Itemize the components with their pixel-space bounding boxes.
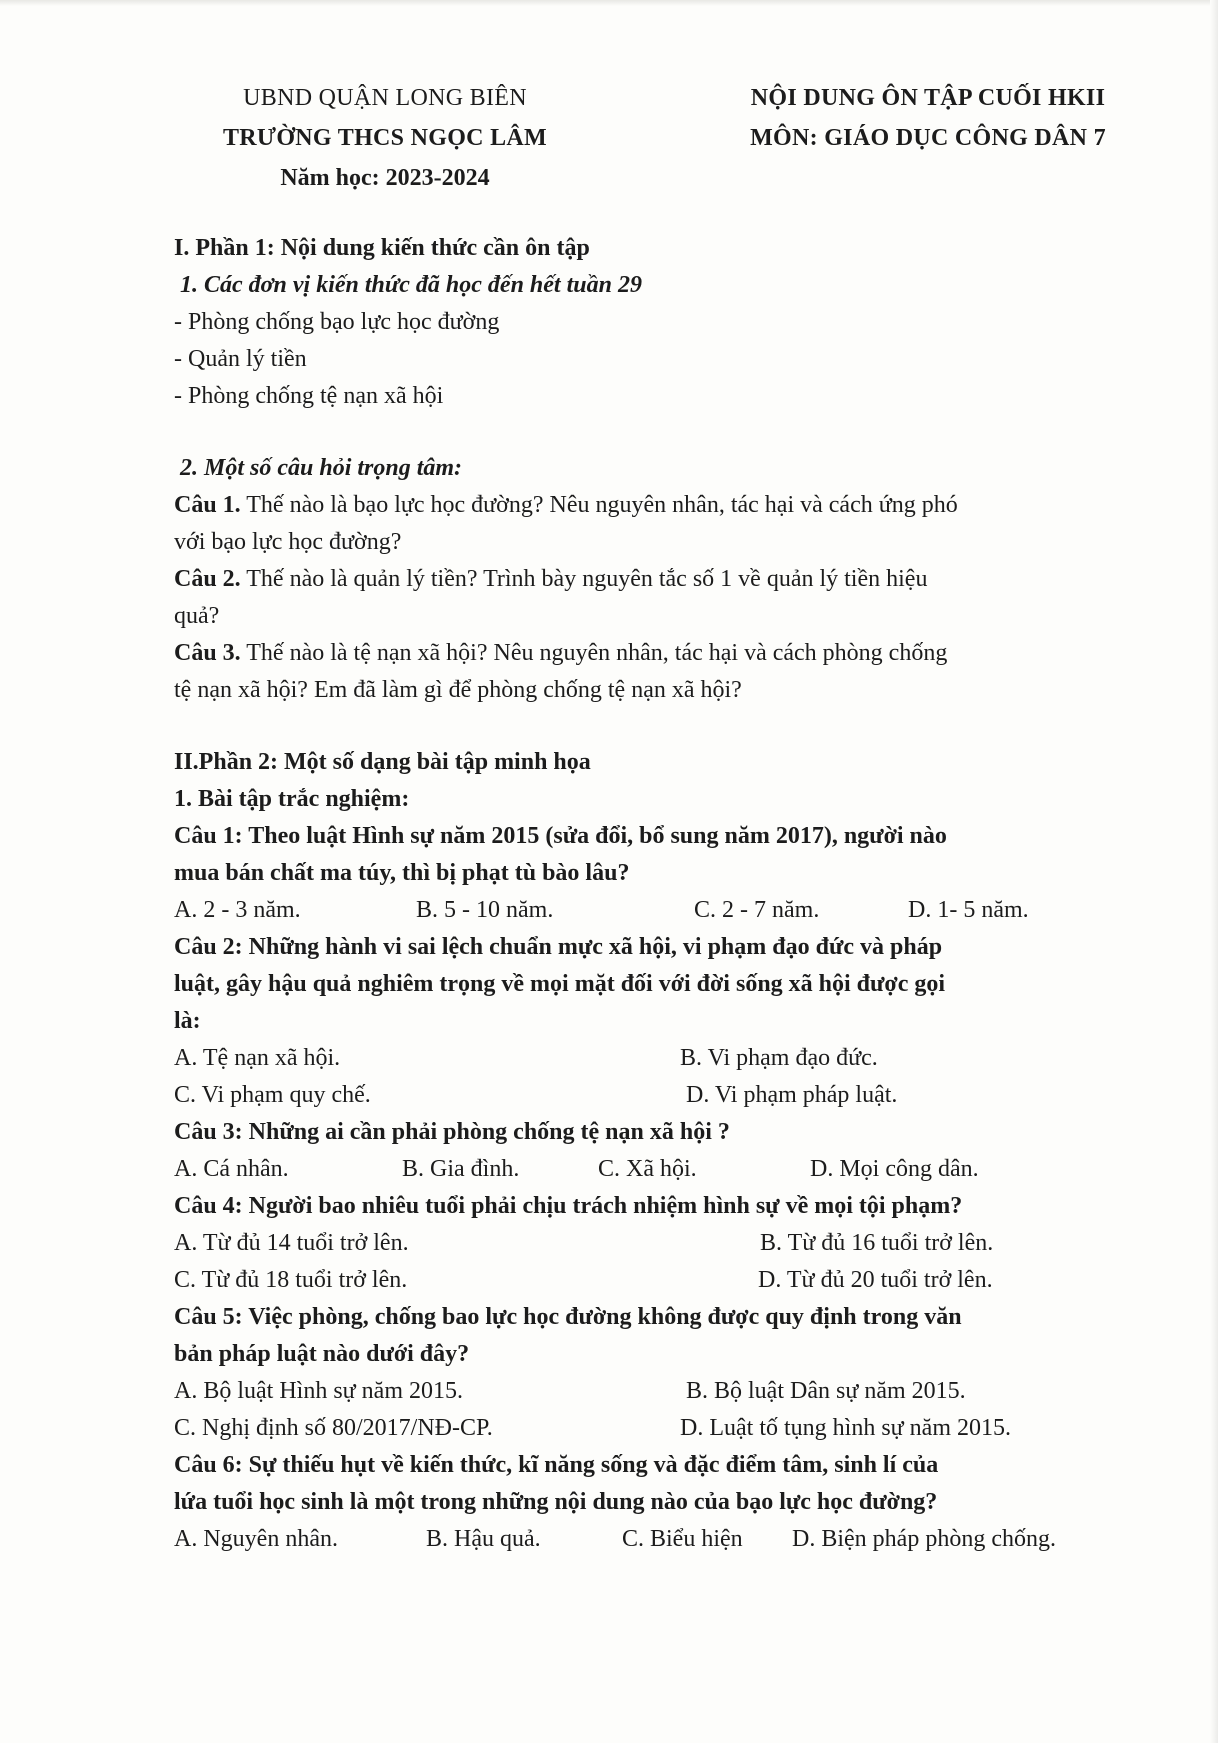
mcq-option: D. Mọi công dân. [810,1156,979,1182]
school-year: Năm học: 2023-2024 [280,165,490,191]
mcq-option: B. Từ đủ 16 tuổi trở lên. [760,1230,994,1256]
mcq-option: B. Bộ luật Dân sự năm 2015. [686,1378,966,1404]
mcq-options-row [174,892,1114,929]
part2-subheading: 1. Bài tập trắc nghiệm: [174,786,410,812]
mcq-options-row [174,1521,1114,1558]
mcq-option: B. Vi phạm đạo đức. [680,1045,878,1071]
mcq-options-row [174,1262,1114,1299]
document-title-block [688,78,1168,158]
mcq-question-line: lứa tuổi học sinh là một trong những nội dung nào của bạo lực học đường? [174,1489,938,1515]
scan-edge [0,0,1218,6]
mcq-option: C. 2 - 7 năm. [694,897,820,923]
mcq-question-line: Câu 3: Những ai cần phải phòng chống tệ nạn xã hội ? [174,1119,730,1145]
unit-item: - Phòng chống tệ nạn xã hội [174,383,444,409]
question-text: tệ nạn xã hội? Em đã làm gì để phòng chống tệ nạn xã hội? [174,677,742,703]
scan-edge [1210,0,1218,1743]
essay-question-line [174,635,1114,672]
district-name: UBND QUẬN LONG BIÊN [243,85,527,111]
mcq-option: A. 2 - 3 năm. [174,897,301,923]
mcq-option: A. Tệ nạn xã hội. [174,1045,341,1071]
mcq-option: D. Từ đủ 20 tuổi trở lên. [758,1267,993,1293]
question-label: Câu 3. [174,640,241,666]
question-text: với bạo lực học đường? [174,529,402,555]
question-label: Câu 2. [174,566,241,592]
unit-item: - Phòng chống bạo lực học đường [174,309,500,335]
mcq-option: D. 1- 5 năm. [908,897,1029,923]
school-name: TRƯỜNG THCS NGỌC LÂM [222,125,548,151]
subject-title: MÔN: GIÁO DỤC CÔNG DÂN 7 [750,125,1106,151]
mcq-option: B. Gia đình. [402,1156,520,1182]
question-text: Thế nào là bạo lực học đường? Nêu nguyên nhân, tác hại và cách ứng phó [240,492,958,518]
mcq-option: A. Nguyên nhân. [174,1526,338,1552]
mcq-option: A. Bộ luật Hình sự năm 2015. [174,1378,463,1404]
essay-question-line [174,561,1114,598]
mcq-question-line: Câu 1: Theo luật Hình sự năm 2015 (sửa đổi, bổ sung năm 2017), người nào [174,823,947,849]
mcq-question-line: Câu 2: Những hành vi sai lệch chuẩn mực xã hội, vi phạm đạo đức và pháp [174,934,943,960]
question-text: Thế nào là quản lý tiền? Trình bày nguyên tắc số 1 về quản lý tiền hiệu [240,566,928,592]
unit-item: - Quản lý tiền [174,346,307,372]
mcq-question-line: luật, gây hậu quả nghiêm trọng về mọi mặt đối với đời sống xã hội được gọi [174,971,946,997]
part1-subheading-questions: 2. Một số câu hỏi trọng tâm: [180,455,463,481]
mcq-options-row [174,1040,1114,1077]
mcq-question-line: mua bán chất ma túy, thì bị phạt tù bào lâu? [174,860,630,886]
mcq-option: C. Vi phạm quy chế. [174,1082,371,1108]
mcq-option: C. Xã hội. [598,1156,697,1182]
document-title: NỘI DUNG ÔN TẬP CUỐI HKII [750,85,1106,111]
question-text: Thế nào là tệ nạn xã hội? Nêu nguyên nhân, tác hại và cách phòng chống [240,640,948,666]
question-text: quả? [174,603,220,629]
school-header [150,78,620,198]
mcq-options-row [174,1151,1114,1188]
mcq-options-row [174,1410,1114,1447]
part1-subheading-units: 1. Các đơn vị kiến thức đã học đến hết tuần 29 [180,272,642,298]
mcq-option: D. Biện pháp phòng chống. [792,1526,1056,1552]
mcq-option: A. Cá nhân. [174,1156,289,1182]
mcq-option: A. Từ đủ 14 tuổi trở lên. [174,1230,409,1256]
mcq-question-line: Câu 4: Người bao nhiêu tuổi phải chịu trách nhiệm hình sự về mọi tội phạm? [174,1193,963,1219]
essay-question-line [174,487,1114,524]
mcq-options-row [174,1077,1114,1114]
mcq-option: D. Luật tố tụng hình sự năm 2015. [680,1415,1011,1441]
mcq-options-row [174,1373,1114,1410]
document-body [174,230,1114,1558]
question-label: Câu 1. [174,492,241,518]
mcq-option: B. Hậu quả. [426,1526,541,1552]
mcq-option: B. 5 - 10 năm. [416,897,554,923]
mcq-question-line: là: [174,1008,201,1034]
mcq-question-line: bản pháp luật nào dưới đây? [174,1341,470,1367]
mcq-options-row [174,1225,1114,1262]
mcq-question-line: Câu 6: Sự thiếu hụt về kiến thức, kĩ năng sống và đặc điểm tâm, sinh lí của [174,1452,939,1478]
mcq-option: C. Nghị định số 80/2017/NĐ-CP. [174,1415,493,1441]
mcq-option: C. Biểu hiện [622,1526,743,1552]
mcq-question-line: Câu 5: Việc phòng, chống bao lực học đường không được quy định trong văn [174,1304,962,1330]
part1-heading: I. Phần 1: Nội dung kiến thức cần ôn tập [174,235,590,261]
part2-heading: II.Phần 2: Một số dạng bài tập minh họa [174,749,591,775]
mcq-option: C. Từ đủ 18 tuổi trở lên. [174,1267,408,1293]
mcq-option: D. Vi phạm pháp luật. [686,1082,898,1108]
